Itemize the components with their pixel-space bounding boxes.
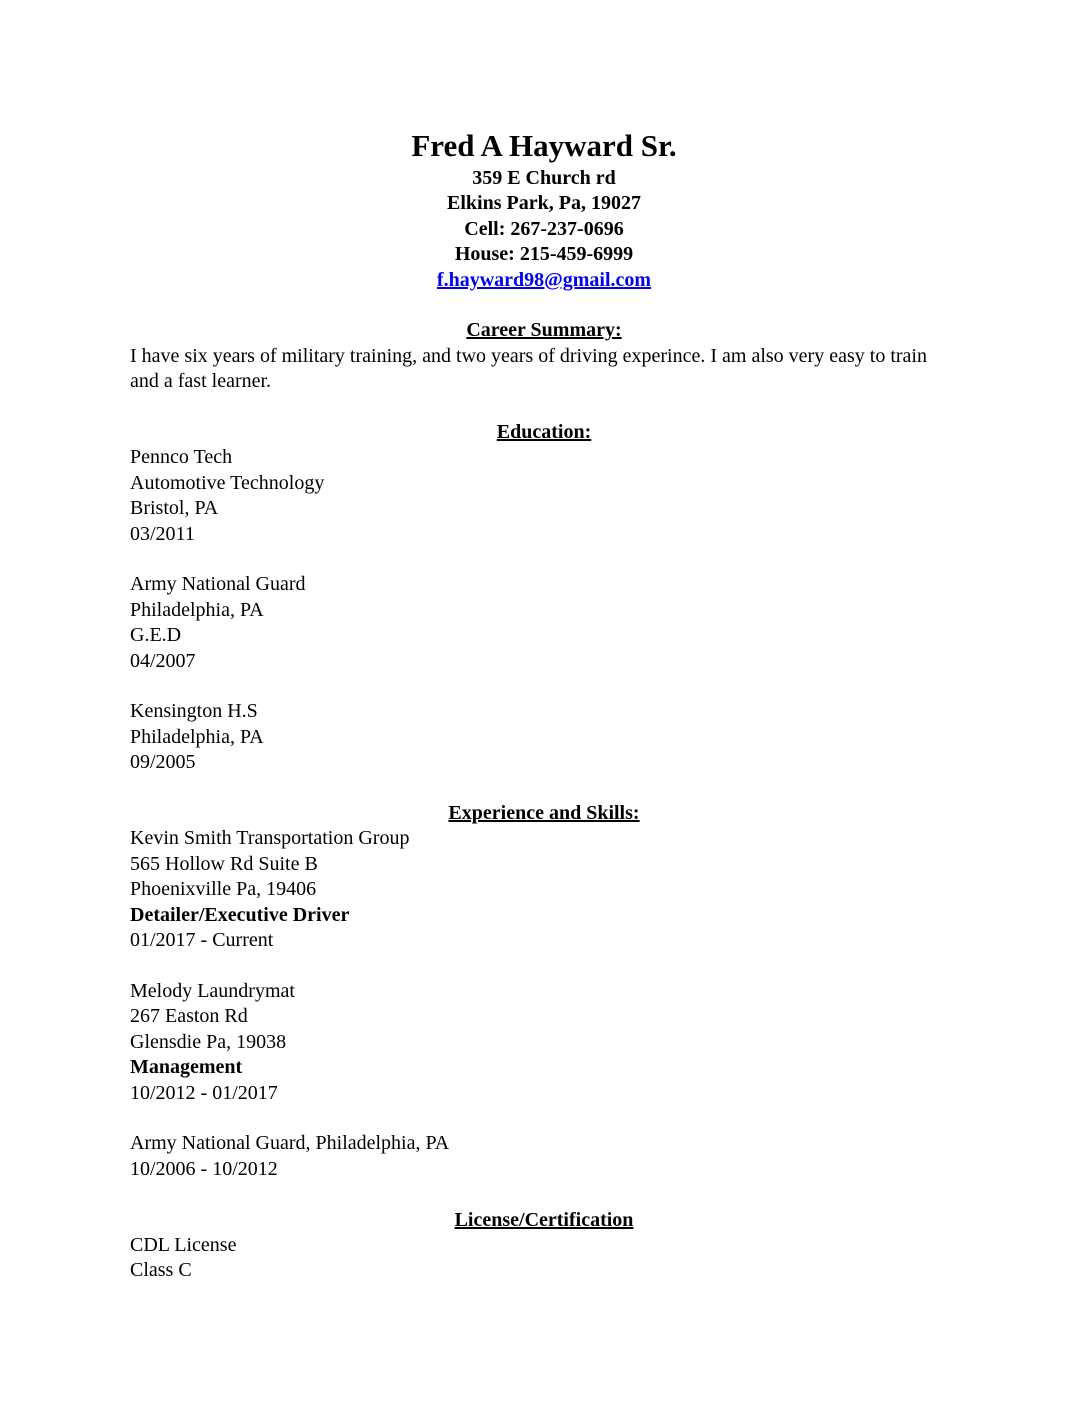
- experience-job-title: Management: [130, 1056, 243, 1079]
- section-heading-education: Education:: [496, 421, 592, 444]
- experience-company: Melody Laundrymat: [130, 979, 295, 1002]
- email-link[interactable]: f.hayward98@gmail.com: [436, 268, 652, 291]
- experience-entry: [130, 826, 958, 953]
- experience-dates: 10/2012 - 01/2017: [130, 1081, 278, 1104]
- education-program: G.E.D: [130, 624, 182, 647]
- contact-email-row: [130, 268, 958, 293]
- education-entry: [130, 572, 958, 674]
- experience-street: 565 Hollow Rd Suite B: [130, 852, 318, 875]
- experience-dates: 01/2017 - Current: [130, 929, 274, 952]
- experience-dates: 10/2006 - 10/2012: [130, 1157, 278, 1180]
- education-school: Pennco Tech: [130, 446, 233, 469]
- experience-company: Kevin Smith Transportation Group: [130, 827, 410, 850]
- experience-city: Glensdie Pa, 19038: [130, 1030, 287, 1053]
- contact-cell-phone: Cell: 267-237-0696: [464, 217, 624, 240]
- education-entry: [130, 699, 958, 775]
- experience-entry: [130, 1131, 958, 1182]
- education-entry: [130, 445, 958, 547]
- education-date: 04/2007: [130, 649, 196, 672]
- experience-city: Phoenixville Pa, 19406: [130, 878, 317, 901]
- license-name: CDL License: [130, 1233, 237, 1256]
- experience-job-title: Detailer/Executive Driver: [130, 903, 350, 926]
- education-location: Philadelphia, PA: [130, 598, 264, 621]
- contact-city-state-zip: Elkins Park, Pa, 19027: [447, 192, 641, 215]
- page-title: Fred A Hayward Sr.: [411, 128, 677, 163]
- contact-address: 359 E Church rd: [472, 167, 616, 189]
- education-date: 09/2005: [130, 751, 196, 774]
- career-summary-text: I have six years of military training, and two years of driving experince. I am also very easy to train and a fast learner.: [130, 344, 932, 393]
- contact-house-phone: House: 215-459-6999: [454, 243, 634, 266]
- section-heading-license: License/Certification: [454, 1208, 634, 1231]
- education-school: Army National Guard: [130, 573, 306, 596]
- education-program: Automotive Technology: [130, 471, 325, 494]
- experience-entry: [130, 979, 958, 1106]
- education-date: 03/2011: [130, 522, 195, 545]
- education-school: Kensington H.S: [130, 700, 258, 723]
- experience-street: 267 Easton Rd: [130, 1005, 248, 1028]
- license-class: Class C: [130, 1259, 192, 1282]
- section-heading-experience: Experience and Skills:: [448, 802, 640, 825]
- education-location: Philadelphia, PA: [130, 725, 264, 748]
- experience-company: Army National Guard, Philadelphia, PA: [130, 1132, 450, 1155]
- section-heading-career-summary: Career Summary:: [466, 319, 622, 342]
- education-location: Bristol, PA: [130, 497, 219, 520]
